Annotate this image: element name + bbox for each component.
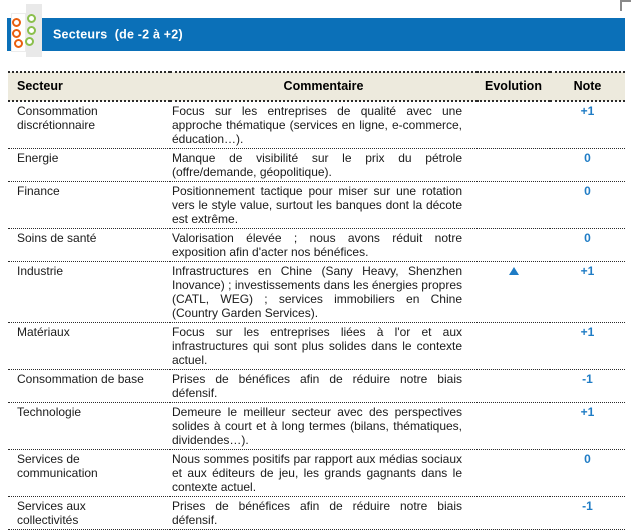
table-row: [8, 229, 625, 262]
evolution-cell: [477, 101, 550, 149]
sector-comment: Focus sur les entreprises de qualité avec une approche thématique (services en ligne, e-commerce, éducation…).: [170, 101, 477, 149]
sector-name: Consommation discrétionnaire: [8, 101, 170, 149]
sector-name: Technologie: [8, 403, 170, 450]
up-triangle-icon: [509, 267, 519, 275]
green-dot-icon: [27, 26, 36, 35]
evolution-cell: [477, 262, 550, 323]
table-row: [8, 497, 625, 530]
sector-name: Soins de santé: [8, 229, 170, 262]
col-header-evolution: Evolution: [477, 72, 550, 101]
note-value: -1: [550, 497, 625, 530]
note-value: +1: [550, 323, 625, 370]
sector-comment: Demeure le meilleur secteur avec des perspectives solides à court et à long termes (bilans, thématiques, dividendes…).: [170, 403, 477, 450]
table-row: [8, 182, 625, 229]
evolution-cell: [477, 149, 550, 182]
sector-comment: Manque de visibilité sur le prix du pétrole (offre/demande, géopolitique).: [170, 149, 477, 182]
table-row: [8, 149, 625, 182]
orange-dot-icon: [12, 29, 21, 38]
note-value: +1: [550, 403, 625, 450]
note-value: 0: [550, 149, 625, 182]
sector-name: Services aux collectivités: [8, 497, 170, 530]
evolution-cell: [477, 403, 550, 450]
sector-name: Matériaux: [8, 323, 170, 370]
section-banner: [7, 18, 625, 51]
evolution-cell: [477, 182, 550, 229]
note-value: 0: [550, 229, 625, 262]
sector-name: Energie: [8, 149, 170, 182]
sector-name: Industrie: [8, 262, 170, 323]
sector-comment: Infrastructures en Chine (Sany Heavy, Shenzhen Inovance) ; investissements dans les énergies propres (CATL, WEG) ; services immobiliers en Chine (Country Garden Services).: [170, 262, 477, 323]
col-header-commentaire: Commentaire: [170, 72, 477, 101]
sector-name: Finance: [8, 182, 170, 229]
evolution-cell: [477, 229, 550, 262]
note-value: 0: [550, 182, 625, 229]
sector-comment: Valorisation élevée ; nous avons réduit notre exposition afin d'acter nos bénéfices.: [170, 229, 477, 262]
sector-comment: Prises de bénéfices afin de réduire notre biais défensif.: [170, 497, 477, 530]
sector-comment: Nous sommes positifs par rapport aux médias sociaux et aux éditeurs de jeu, les grands gagnants dans le contexte actuel.: [170, 450, 477, 497]
orange-dot-icon: [14, 39, 23, 48]
note-value: -1: [550, 370, 625, 403]
col-header-secteur: Secteur: [8, 72, 170, 101]
orange-dot-icon: [12, 18, 21, 27]
note-value: 0: [550, 450, 625, 497]
table-row: [8, 323, 625, 370]
table-row: [8, 403, 625, 450]
table-row: [8, 450, 625, 497]
green-dot-icon: [25, 37, 34, 46]
table-row: [8, 262, 625, 323]
banner-title: Secteurs (de -2 à +2): [53, 27, 183, 42]
table-row: [8, 370, 625, 403]
sector-name: Services de communication: [8, 450, 170, 497]
note-value: +1: [550, 262, 625, 323]
table-header-row: [8, 72, 625, 101]
sector-comment: Positionnement tactique pour miser sur une rotation vers le style value, surtout les banques dont la décote est extrême.: [170, 182, 477, 229]
sector-comment: Prises de bénéfices afin de réduire notre biais défensif.: [170, 370, 477, 403]
page-corner-mark: [620, 0, 631, 11]
evolution-cell: [477, 497, 550, 530]
sector-comment: Focus sur les entreprises liées à l'or et aux infrastructures qui sont plus solides dans le contexte actuel.: [170, 323, 477, 370]
sector-name: Consommation de base: [8, 370, 170, 403]
evolution-cell: [477, 450, 550, 497]
note-value: +1: [550, 101, 625, 149]
col-header-note: Note: [550, 72, 625, 101]
evolution-cell: [477, 370, 550, 403]
table-row: [8, 101, 625, 149]
evolution-cell: [477, 323, 550, 370]
sectors-table: [8, 71, 625, 530]
green-dot-icon: [27, 14, 36, 23]
